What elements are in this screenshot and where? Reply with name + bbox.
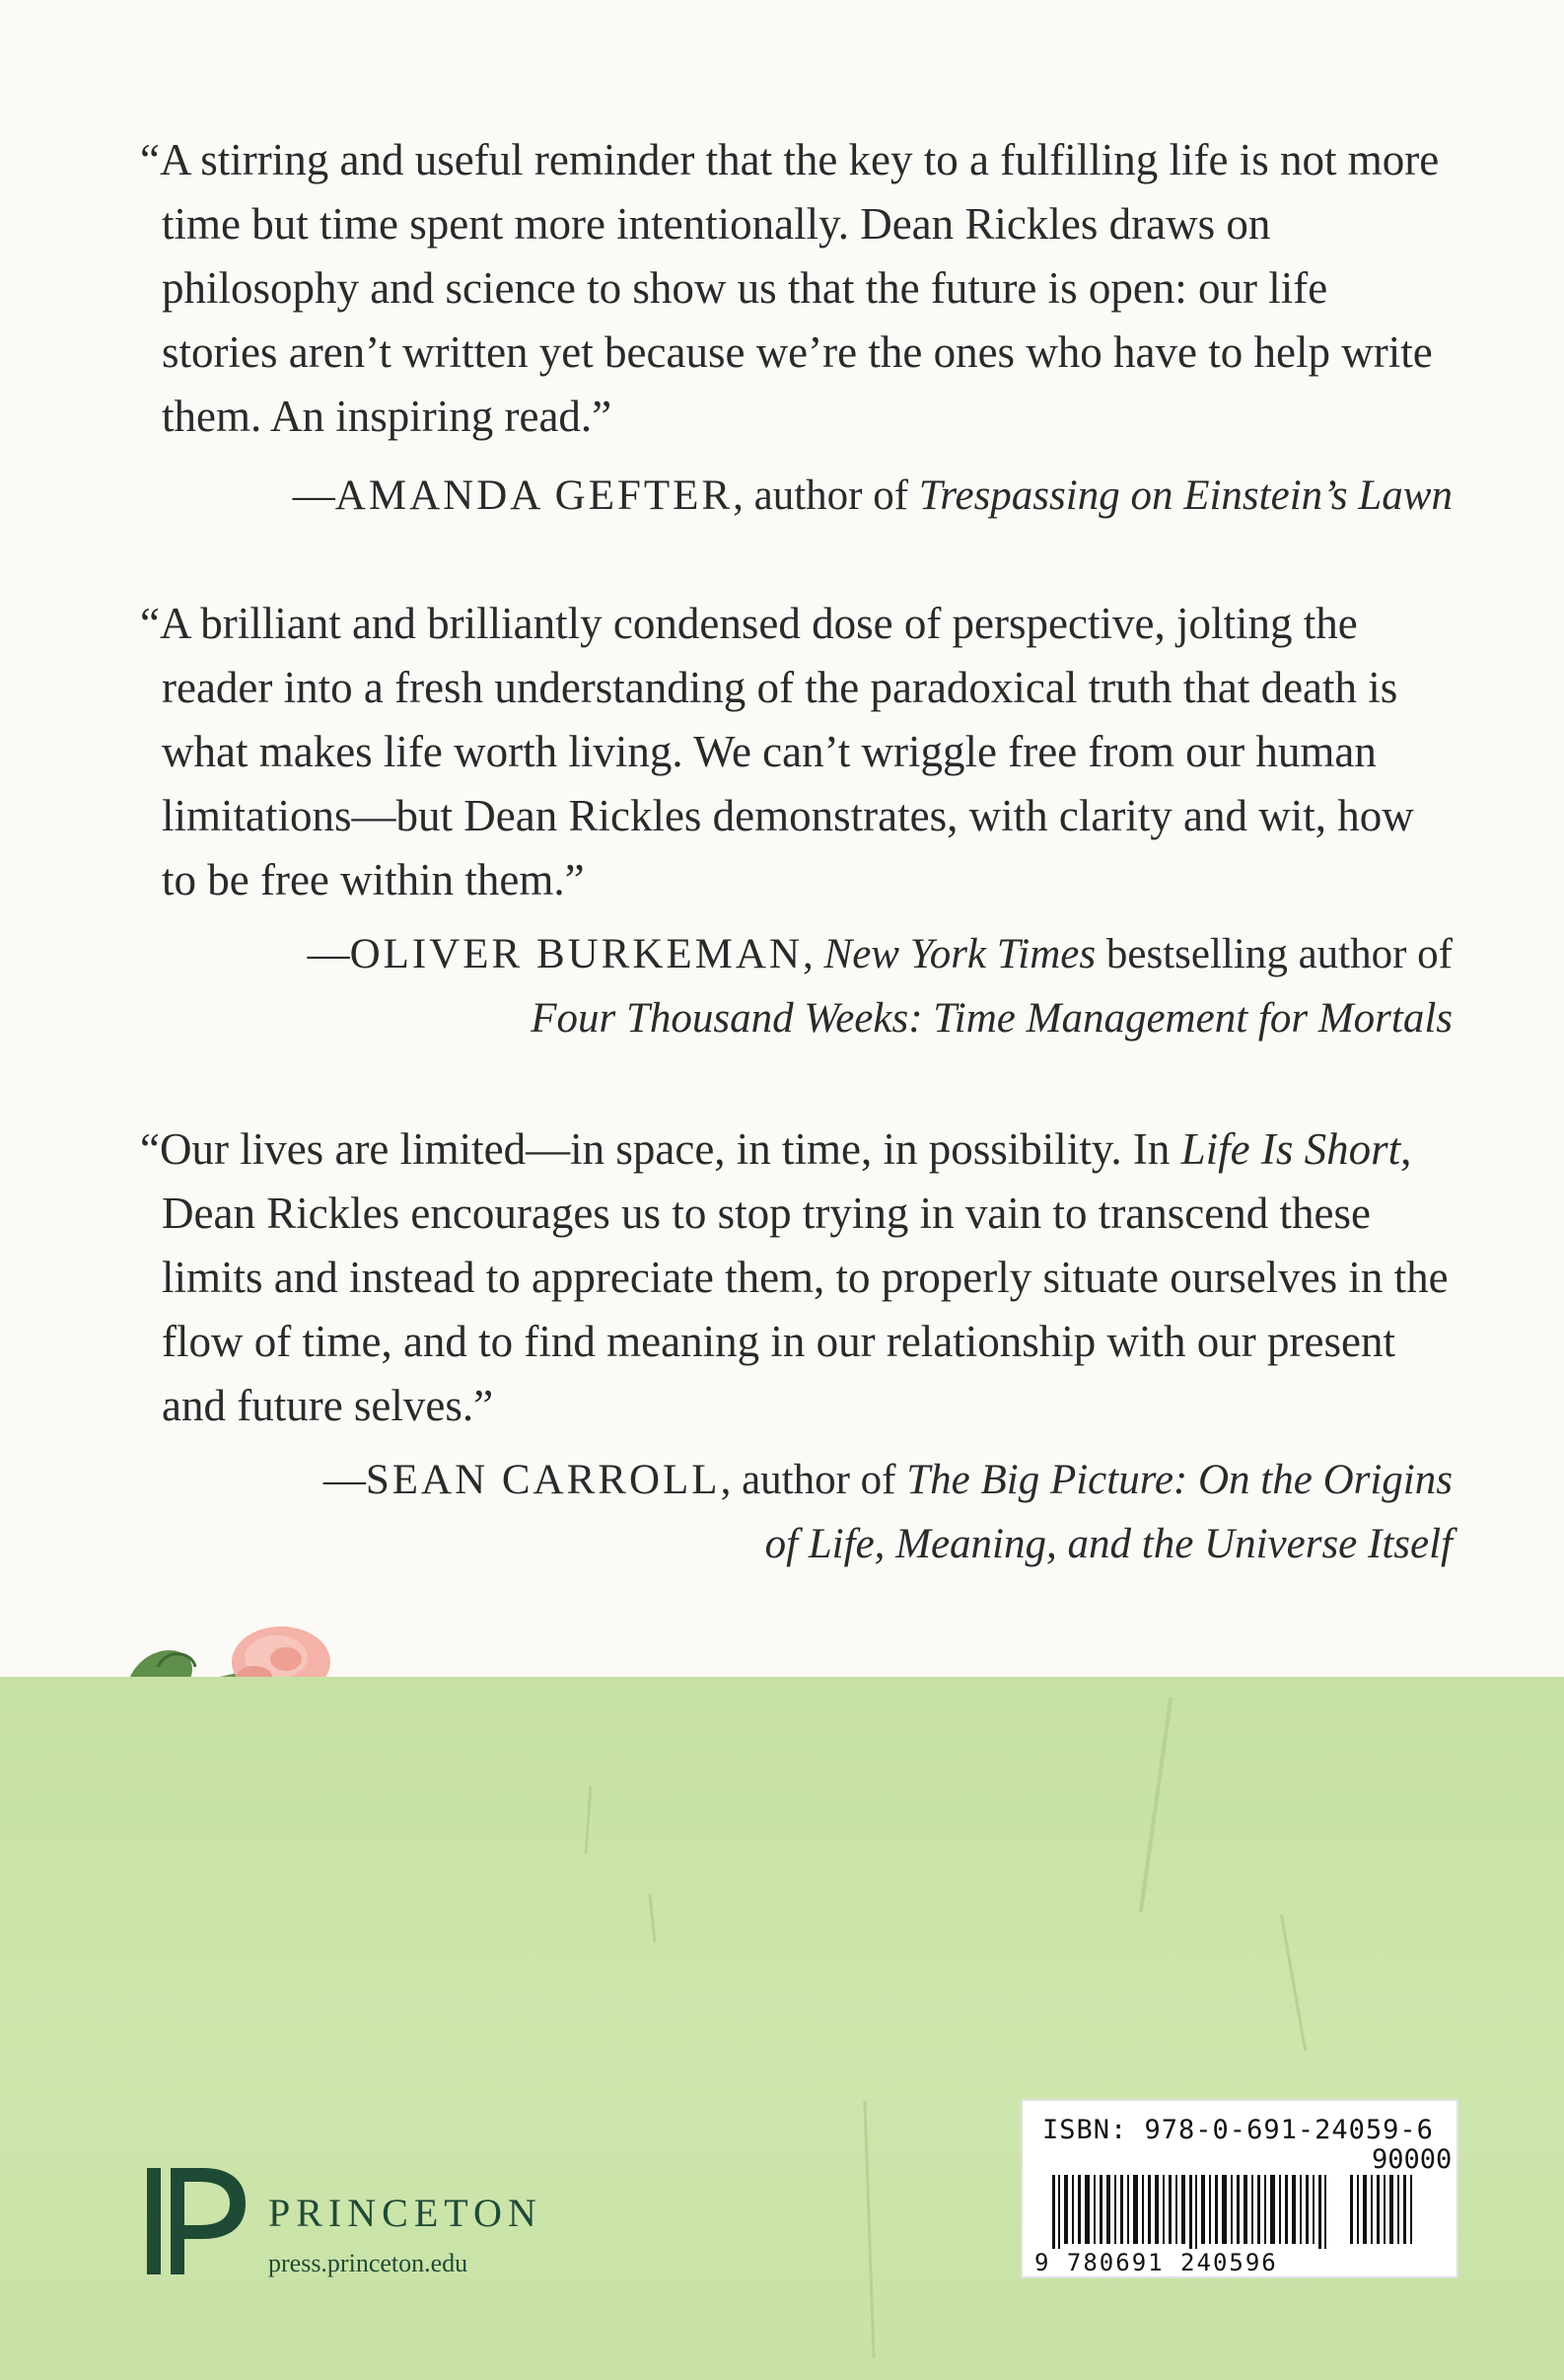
isbn-barcode <box>1021 2099 1458 2278</box>
attribution-line-1 <box>323 1448 1453 1512</box>
attribution-name: OLIVER BURKEMAN <box>349 931 804 977</box>
attribution-work-1: The Big Picture: On the Origins <box>906 1457 1453 1503</box>
barcode-digits: 9 780691 240596 <box>1034 2249 1278 2276</box>
attribution-name: SEAN CARROLL <box>365 1457 721 1503</box>
attribution-work-2: of Life, Meaning, and the Universe Itself <box>764 1521 1453 1567</box>
attribution-role: bestselling author of <box>1096 931 1453 977</box>
attribution-line-2 <box>323 1512 1453 1576</box>
attribution-sep: , <box>803 931 824 977</box>
quote-text: “A brilliant and brilliantly condensed dose of perspective, jolting the reader into a fresh understanding of the paradoxical truth that death is what makes life worth living. We can’t wriggle free from our human limitations—but Dean Rickles demonstrates, with clarity and wit, how to be free within them.” <box>140 599 1414 904</box>
attribution-line-1 <box>308 922 1453 986</box>
attribution-dash: — <box>307 931 350 977</box>
attribution-line-2 <box>308 986 1453 1050</box>
quote-text: “A stirring and useful reminder that the key to a fulfilling life is not more time but time spent more intentionally. Dean Rickles draws on philosophy and science to show us that the future is open: our life stories aren’t written yet because we’re the ones who have to help write them. An inspiring read.” <box>140 135 1440 441</box>
quote-burkeman <box>140 592 1452 912</box>
attribution-role: , author of <box>720 1457 907 1503</box>
quote-book-title: Life Is Short <box>1180 1124 1401 1174</box>
quote-text-after: , Dean Rickles encourages us to stop trying in vain to transcend these limits and instead to appreciate them, to properly situate ourselves in the flow of time, and to find meaning in our relationship with our present and future selves.” <box>162 1124 1449 1430</box>
attribution-publication: New York Times <box>823 931 1097 977</box>
barcode-bars <box>1042 2150 1437 2249</box>
princeton-p-logo-icon <box>141 2160 249 2278</box>
publisher-name: PRINCETON <box>268 2191 542 2235</box>
attribution-work: Four Thousand Weeks: Time Management for Mortals <box>531 995 1453 1042</box>
attribution-name: AMANDA GEFTER <box>334 472 734 519</box>
attribution-gefter <box>293 464 1453 528</box>
attribution-work: Trespassing on Einstein’s Lawn <box>918 472 1453 519</box>
attribution-role: , author of <box>733 472 919 519</box>
attribution-carroll <box>323 1448 1453 1576</box>
quote-text <box>140 1118 1452 1438</box>
quote-gefter <box>140 128 1452 449</box>
quote-carroll <box>140 1118 1452 1438</box>
attribution-dash: — <box>322 1457 366 1503</box>
isbn-text: ISBN: 978-0-691-24059-6 <box>1042 2115 1434 2145</box>
attribution-burkeman <box>308 922 1453 1050</box>
publisher-url: press.princeton.edu <box>268 2249 468 2277</box>
attribution-dash: — <box>292 472 335 519</box>
price-code: 90000 <box>1372 2144 1453 2175</box>
quote-text-before: “Our lives are limited—in space, in time, in possibility. In <box>140 1124 1181 1174</box>
